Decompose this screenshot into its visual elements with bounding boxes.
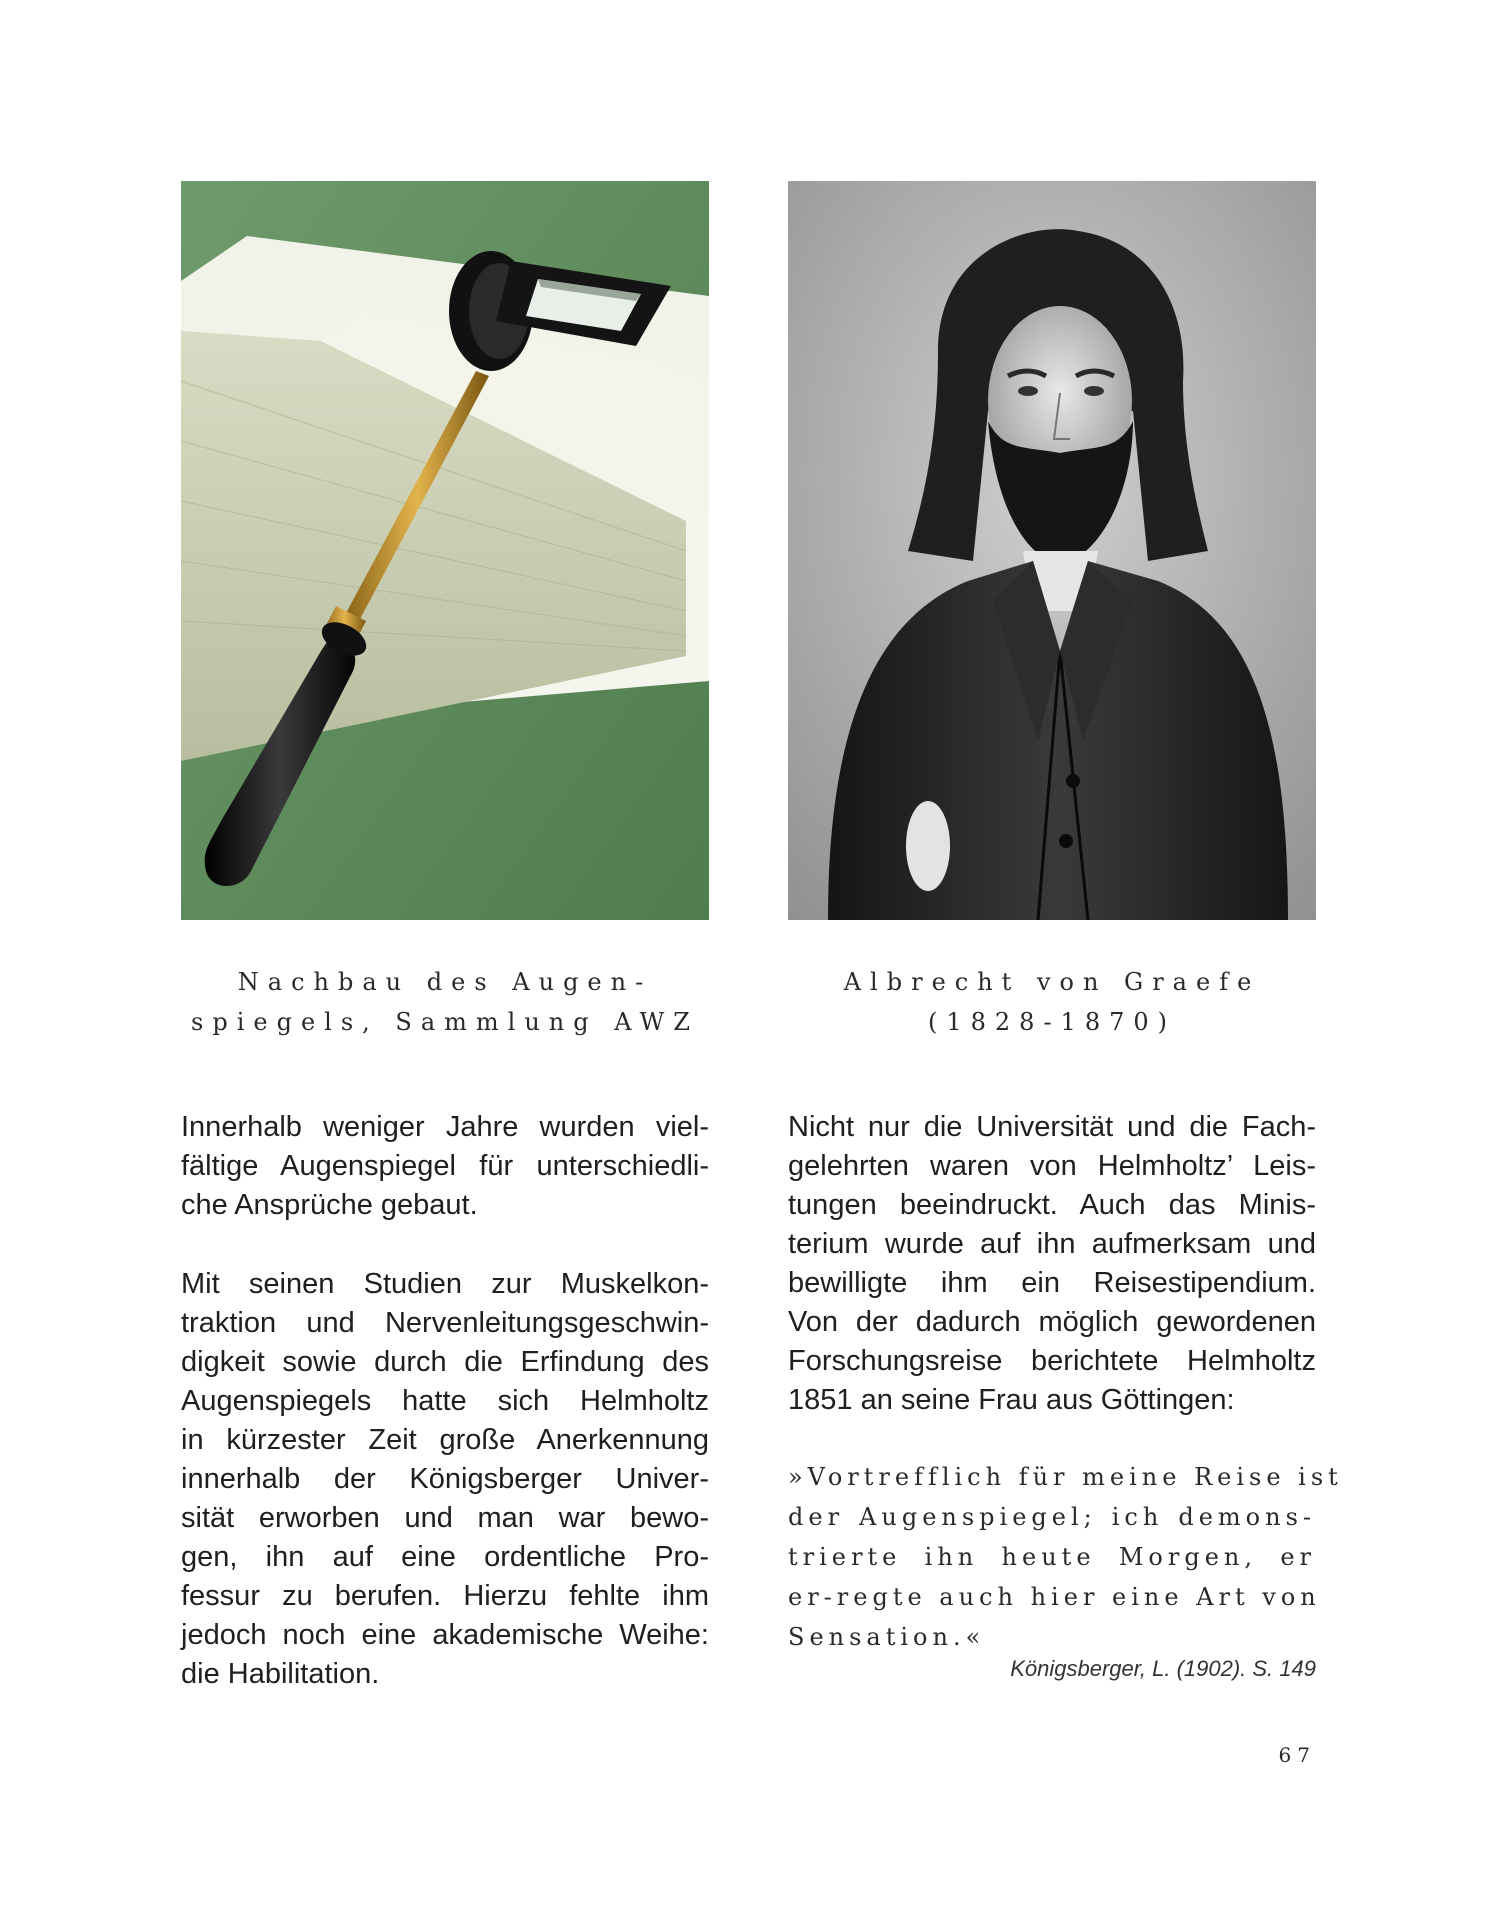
- caption-line: Nachbau des Augen-: [237, 968, 653, 996]
- quote-line: trierte ihn heute Morgen, er: [788, 1543, 1316, 1571]
- paragraph: [181, 1108, 709, 1225]
- text-line: Mit seinen Studien zur Muskelkon-: [181, 1268, 709, 1300]
- text-line: digkeit sowie durch die Erfindung des: [181, 1346, 709, 1378]
- text-line: traktion und Nervenleitungsgeschwin-: [181, 1307, 709, 1339]
- figure-caption-right: [788, 962, 1316, 1042]
- text-line: bewilligte ihm ein Reisestipendium.: [788, 1267, 1316, 1299]
- text-line: gen, ihn auf eine ordentliche Pro-: [181, 1541, 709, 1573]
- text-line: sität erworben und man war bewo-: [181, 1502, 709, 1534]
- text-line: che Ansprüche gebaut.: [181, 1189, 478, 1221]
- text-line: Von der dadurch möglich gewordenen: [788, 1306, 1316, 1338]
- quote-line: er-regte auch hier eine Art von: [788, 1583, 1321, 1611]
- left-text-column: [181, 1108, 709, 1734]
- text-line: 1851 an seine Frau aus Göttingen:: [788, 1384, 1235, 1416]
- caption-line: Albrecht von Graefe: [843, 968, 1261, 996]
- text-line: Innerhalb weniger Jahre wurden viel-: [181, 1111, 709, 1143]
- text-line: in kürzester Zeit große Anerkennung: [181, 1424, 709, 1456]
- ophthalmoscope-photo: [181, 181, 709, 920]
- text-line: innerhalb der Königsberger Univer-: [181, 1463, 709, 1495]
- text-line: fessur zu berufen. Hierzu fehlte ihm: [181, 1580, 709, 1612]
- text-line: jedoch noch eine akademische Weihe:: [181, 1619, 709, 1651]
- text-line: gelehrten waren von Helmholtz’ Leis-: [788, 1150, 1316, 1182]
- caption-line: (1828-1870): [928, 1008, 1176, 1036]
- text-line: Forschungsreise berichtete Helmholtz: [788, 1345, 1316, 1377]
- text-line: tungen beeindruckt. Auch das Minis-: [788, 1189, 1316, 1221]
- quote-line: Sensation.«: [788, 1623, 986, 1651]
- quote-block: [788, 1457, 1343, 1657]
- quote-line: der Augenspiegel; ich demons-: [788, 1503, 1316, 1531]
- text-line: terium wurde auf ihn aufmerksam und: [788, 1228, 1316, 1260]
- figure-caption-left: [181, 962, 709, 1042]
- text-line: die Habilitation.: [181, 1658, 380, 1690]
- text-line: Augenspiegels hatte sich Helmholtz: [181, 1385, 709, 1417]
- quote-source: Königsberger, L. (1902). S. 149: [1010, 1656, 1316, 1681]
- caption-line: spiegels, Sammlung AWZ: [191, 1008, 699, 1036]
- right-text-column: [788, 1108, 1316, 1460]
- quote-line: »Vortrefflich für meine Reise ist: [788, 1463, 1343, 1491]
- page-number: 67: [1278, 1743, 1316, 1767]
- text-line: Nicht nur die Universität und die Fach-: [788, 1111, 1316, 1143]
- paragraph: [788, 1108, 1316, 1420]
- portrait-photo: [788, 181, 1316, 920]
- paragraph: [181, 1265, 709, 1694]
- text-line: fältige Augenspiegel für unterschiedli-: [181, 1150, 709, 1182]
